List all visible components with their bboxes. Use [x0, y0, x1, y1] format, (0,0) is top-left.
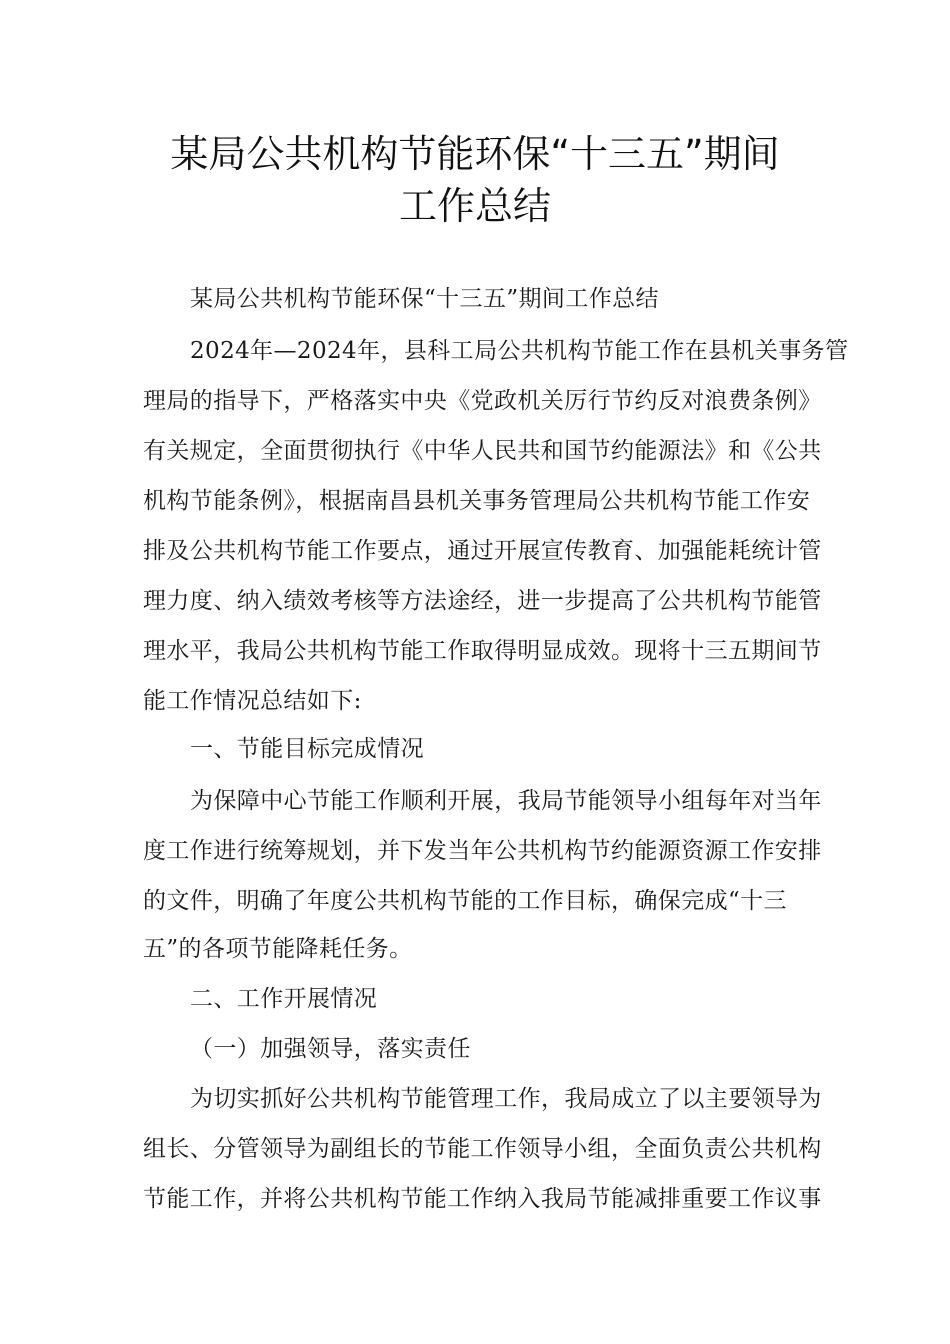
- body-line: 五”的各项节能降耗任务。: [143, 936, 413, 962]
- body-line: 机构节能条例》，根据南昌县机关事务管理局公共机构节能工作安: [143, 488, 811, 514]
- body-line: 理水平，我局公共机构节能工作取得明显成效。现将十三五期间节: [143, 638, 822, 664]
- body-line: 度工作进行统筹规划，并下发当年公共机构节约能源资源工作安排: [143, 838, 822, 864]
- subtitle-line: 某局公共机构节能环保“十三五”期间工作总结: [190, 286, 659, 312]
- body-line: 排及公共机构节能工作要点，通过开展宣传教育、加强能耗统计管: [143, 538, 822, 564]
- document-title-line-2: 工作总结: [398, 184, 551, 228]
- body-line: 理局的指导下，严格落实中央《党政机关厉行节约反对浪费条例》: [143, 388, 822, 414]
- section-heading: 二、工作开展情况: [190, 986, 378, 1012]
- body-line: 的文件，明确了年度公共机构节能的工作目标，确保完成“十三: [143, 888, 787, 914]
- body-line: 节能工作，并将公共机构节能工作纳入我局节能减排重要工作议事: [143, 1186, 822, 1212]
- body-line: 为保障中心节能工作顺利开展，我局节能领导小组每年对当年: [190, 788, 822, 814]
- body-line: 2024年—2024年，县科工局公共机构节能工作在县机关事务管: [190, 338, 849, 364]
- subsection-heading: （一）加强领导，落实责任: [190, 1036, 471, 1062]
- body-line: 能工作情况总结如下:: [143, 688, 362, 714]
- body-line: 组长、分管领导为副组长的节能工作领导小组，全面负责公共机构: [143, 1136, 822, 1162]
- body-line: 有关规定，全面贯彻执行《中华人民共和国节约能源法》和《公共: [143, 438, 822, 464]
- body-line: 理力度、纳入绩效考核等方法途经，进一步提高了公共机构节能管: [143, 588, 822, 614]
- document-title-line-1: 某局公共机构节能环保“十三五”期间: [170, 132, 780, 176]
- section-heading: 一、节能目标完成情况: [190, 736, 424, 762]
- body-line: 为切实抓好公共机构节能管理工作，我局成立了以主要领导为: [190, 1086, 822, 1112]
